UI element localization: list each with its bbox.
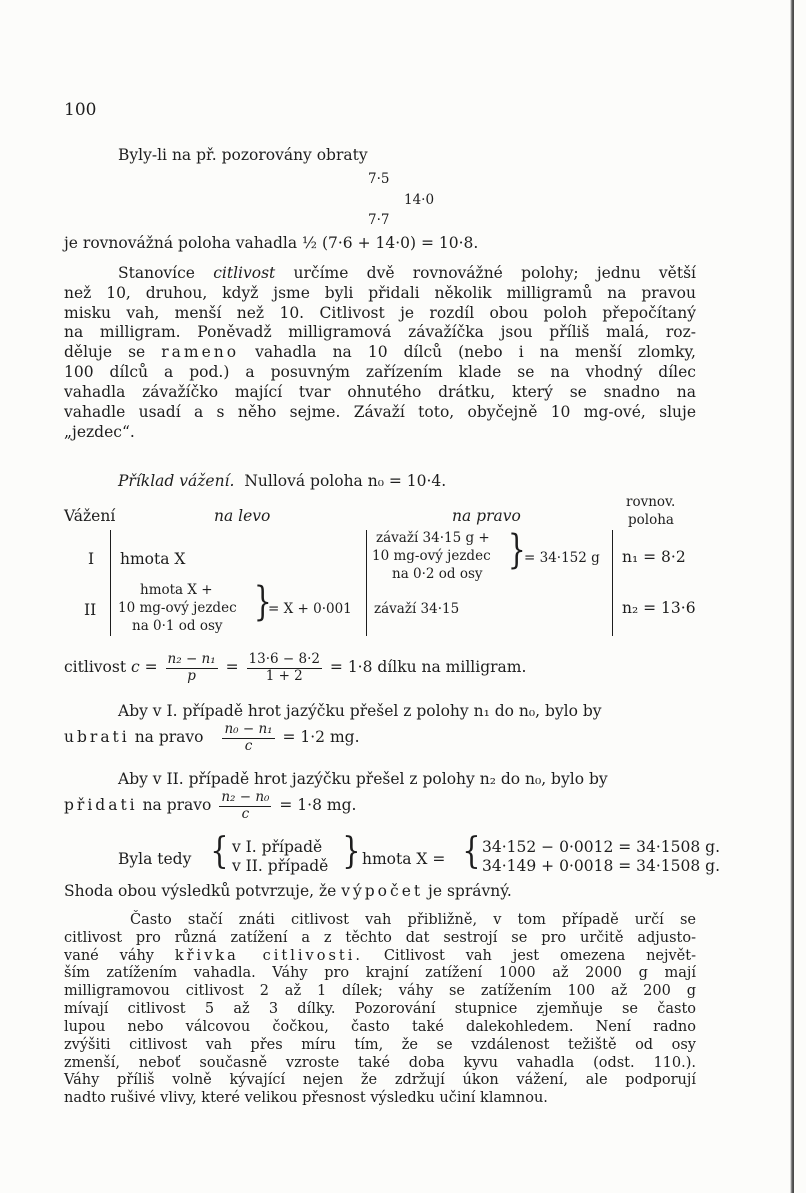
paragraph-line: mívají citlivost 5 až 3 dílky. Pozorování stupnice zjemňuje se často xyxy=(64,1001,696,1018)
paragraph-line: citlivost pro různá zatížení a z těchto dat sestrojí se pro určitě adjusto- xyxy=(64,929,696,946)
case-1-formula: ubrati na pravo $\frac{\text{n₀ − n₁}}{c}$ = 1·2 mg. xyxy=(64,721,360,754)
result-lead: Byla tedy xyxy=(118,850,192,868)
sensitivity-formula: citlivost c = $\frac{\text{n₂ − n₁}}{p}$ = $\frac{13\cdot 6 - 8\cdot 2}{1 + 2}$ = 1·8 dílku na milligram. xyxy=(64,651,527,684)
agreement-line: Shoda obou výsledků potvrzuje, že výpočet je správný. xyxy=(64,882,512,900)
row-1-id: I xyxy=(88,550,95,568)
fraction: $\frac{\text{n₂ − n₁}}{p}$ xyxy=(167,651,216,684)
row-2-left-line-3: na 0·1 od osy xyxy=(132,618,223,634)
paragraph-line: misku vah, menší než 10. Citlivost je rozdíl obou poloh přepočítaný xyxy=(64,303,696,322)
row-1-equilibrium: n₁ = 8·2 xyxy=(622,548,686,566)
row-1-total: = 34·152 g xyxy=(524,550,600,566)
row-1-right-line-3: na 0·2 od osy xyxy=(392,566,483,582)
paragraph-line: lupou nebo válcovou čočkou, často také dalekohledem. Není radno xyxy=(64,1018,696,1035)
swing-left-2: 7·7 xyxy=(368,212,390,228)
paragraph-line: 100 dílců a pod.) a posuvným zařízením klade se na vhodný dílec xyxy=(64,363,696,382)
row-1-left: hmota X xyxy=(120,550,186,568)
result-brace-close: } xyxy=(342,831,361,872)
paragraph-line: na milligram. Poněvadž milligramová závažíčka jsou příliš malá, roz- xyxy=(64,323,696,342)
example-heading: Příklad vážení. Nullová poloha n₀ = 10·4. xyxy=(118,472,447,490)
paragraph-line: ším zatížením vahadla. Váhy pro krajní zatížení 1000 až 2000 g mají xyxy=(64,965,696,982)
paragraph-line: Často stačí znáti citlivost vah přibližně, v tom případě určí se xyxy=(130,912,696,928)
swing-right: 14·0 xyxy=(404,192,435,208)
paragraph-line: děluje se rameno vahadla na 10 dílců (nebo i na menší zlomky, xyxy=(64,343,696,362)
paragraph-line: milligramovou citlivost 2 až 1 dílek; váhy se zatížením 100 až 200 g xyxy=(64,983,696,1000)
row-2-total: = X + 0·001 xyxy=(268,601,352,617)
paragraph-line: Váhy příliš volně kývající nejen že zdržují úkon vážení, ale podporují xyxy=(64,1072,696,1089)
page-edge-shadow xyxy=(790,0,794,1193)
row-1-right-line-1: závaží 34·15 g + xyxy=(376,530,490,546)
result-case-1: v I. případě xyxy=(232,838,323,856)
paragraph-line: Stanovíce citlivost určíme dvě rovnovážné polohy; jednu větší xyxy=(118,264,696,282)
paragraph-line: zmenší, neboť současně vzroste také doba kyvu vahadla (odst. 110.). xyxy=(64,1054,696,1071)
case-2-formula: přidati na pravo $\frac{\text{n₂ − n₀}}{c}$ = 1·8 mg. xyxy=(64,789,357,822)
case-2-line: Aby v II. případě hrot jazýčku přešel z polohy n₂ do n₀, bylo by xyxy=(118,770,608,788)
equilibrium-line: je rovnovážná poloha vahadla ½ (7·6 + 14·0) = 10·8. xyxy=(64,234,479,252)
row-2-left-line-2: 10 mg-ový jezdec xyxy=(118,600,237,616)
col-header-left: na levo xyxy=(214,507,271,525)
paragraph-line: „jezdec“. xyxy=(64,422,135,441)
result-value-1: 34·152 − 0·0012 = 34·1508 g. xyxy=(482,838,721,856)
table-rule xyxy=(612,530,613,636)
fraction: $\frac{13\cdot 6 - 8\cdot 2}{1 + 2}$ xyxy=(248,651,320,684)
sensitivity-paragraph xyxy=(64,264,696,442)
paragraph-line: nadto rušivé vlivy, které velikou přesnost výsledku učiní klamnou. xyxy=(64,1090,548,1107)
page-number: 100 xyxy=(64,100,97,120)
col-header-eq-bottom: poloha xyxy=(628,512,674,528)
result-value-2: 34·149 + 0·0018 = 34·1508 g. xyxy=(482,857,721,875)
row-2-id: II xyxy=(84,601,97,619)
swing-left-1: 7·5 xyxy=(368,171,390,187)
table-rule xyxy=(366,530,367,636)
fraction: $\frac{\text{n₂ − n₀}}{c}$ xyxy=(221,789,270,822)
row-2-equilibrium: n₂ = 13·6 xyxy=(622,599,696,617)
result-case-2: v II. případě xyxy=(232,857,329,875)
result-mid: hmota X = xyxy=(362,850,446,868)
result-brace-open: { xyxy=(210,831,229,872)
curve-paragraph xyxy=(64,912,696,1108)
table-rule xyxy=(110,530,111,636)
row-2-brace: } xyxy=(253,579,272,625)
row-2-right: závaží 34·15 xyxy=(374,601,460,617)
intro-line: Byly-li na př. pozorovány obraty xyxy=(118,146,368,164)
fraction: $\frac{\text{n₀ − n₁}}{c}$ xyxy=(224,721,273,754)
case-1-line: Aby v I. případě hrot jazýčku přešel z polohy n₁ do n₀, bylo by xyxy=(118,702,602,720)
row-1-brace: } xyxy=(507,527,526,573)
paragraph-line: vahadla závažíčko mající tvar ohnutého drátku, který se snadno na xyxy=(64,382,696,401)
row-2-left-line-1: hmota X + xyxy=(140,582,213,598)
col-header-weighing: Vážení xyxy=(64,507,116,525)
col-header-right: na pravo xyxy=(452,507,521,525)
paragraph-line: než 10, druhou, když jsme byli přidali několik milligramů na pravou xyxy=(64,283,696,302)
paragraph-line: vahadle usadí a s něho sejme. Závaží toto, obyčejně 10 mg-ové, sluje xyxy=(64,402,696,421)
paragraph-line: vané váhy křivka citlivosti. Citlivost vah jest omezena největ- xyxy=(64,947,696,964)
row-1-right-line-2: 10 mg-ový jezdec xyxy=(372,548,491,564)
col-header-eq-top: rovnov. xyxy=(626,494,676,510)
paragraph-line: zvýšiti citlivost vah přes míru tím, že se vzdálenost težiště od osy xyxy=(64,1036,696,1053)
result-brace-values: { xyxy=(462,831,481,872)
